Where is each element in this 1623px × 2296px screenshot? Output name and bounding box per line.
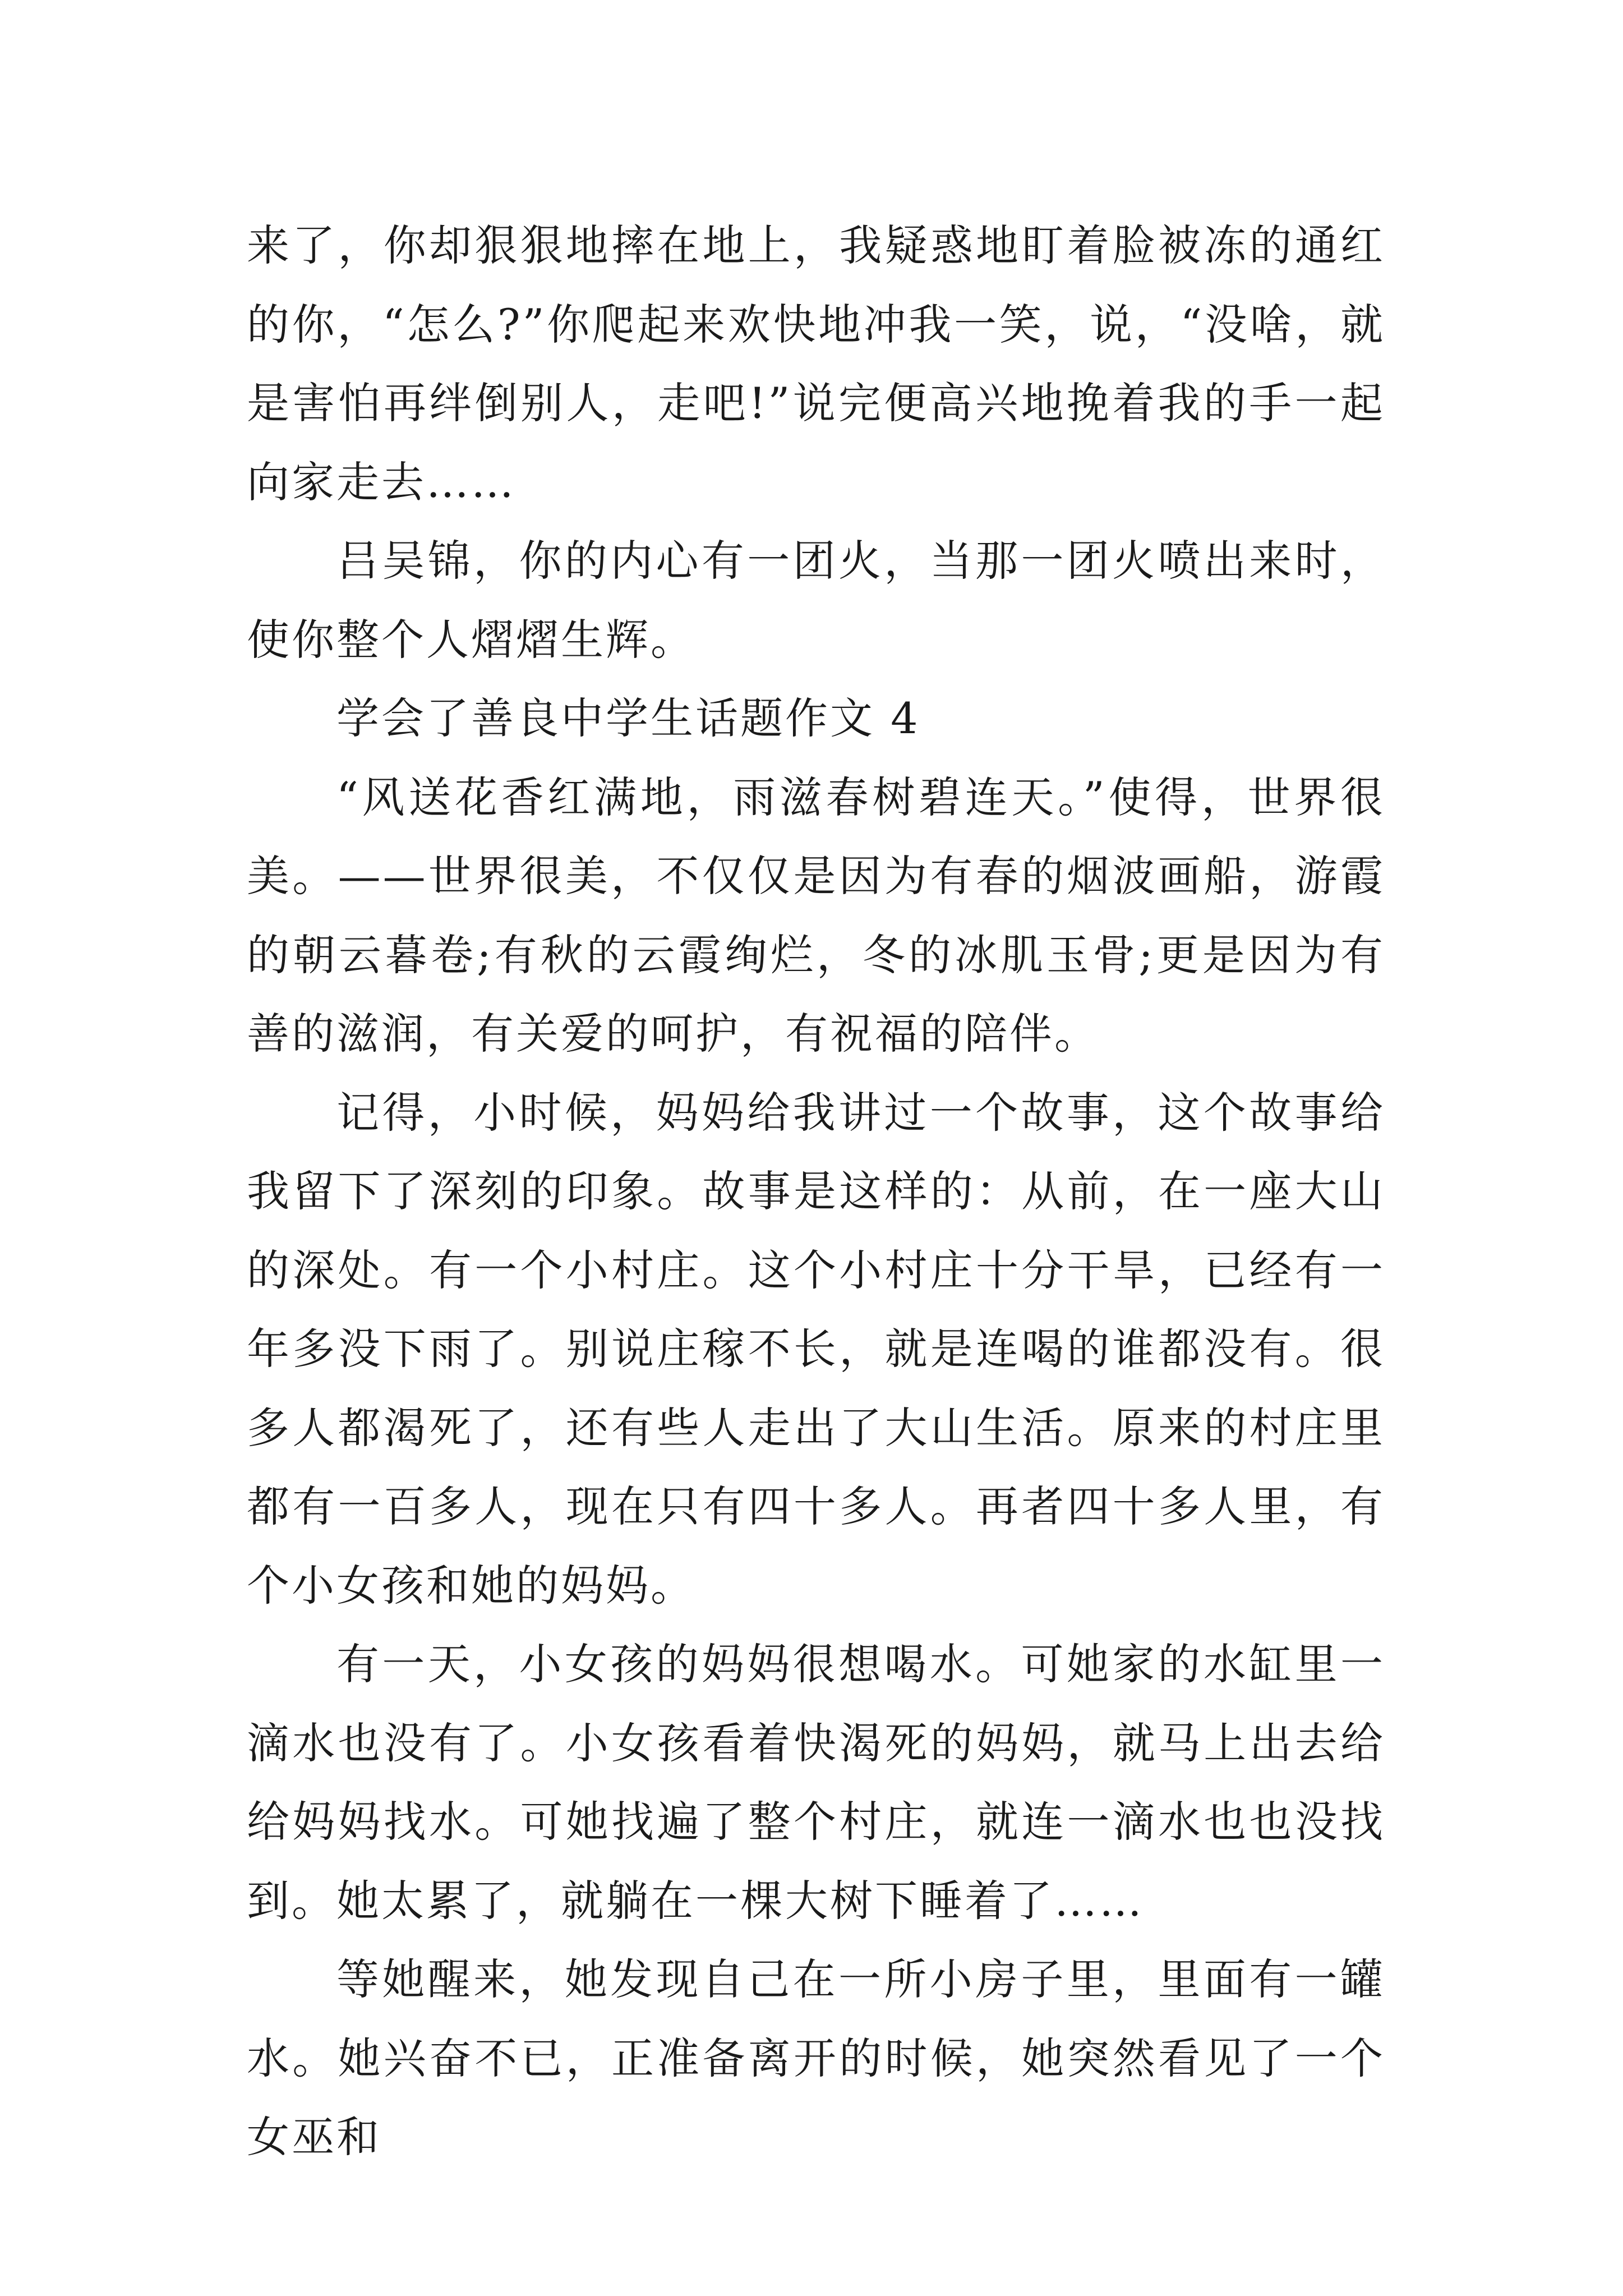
section-heading: 学会了善良中学生话题作文 4 bbox=[336, 693, 920, 743]
paragraph-1: 来了，你却狠狠地摔在地上，我疑惑地盯着脸被冻的通红的你，“怎么?”你爬起来欢快地冲我一笑，说，“没啥，就是害怕再绊倒别人，走吧!”说完便高兴地挽着我的手一起向家走去…… bbox=[247, 220, 1385, 507]
paragraph-6: 等她醒来，她发现自己在一所小房子里，里面有一罐水。她兴奋不已，正准备离开的时候，她突然看见了一个女巫和 bbox=[247, 1954, 1385, 2162]
paragraph-5: 有一天，小女孩的妈妈很想喝水。可她家的水缸里一滴水也没有了。小女孩看着快渴死的妈妈，就马上出去给给妈妈找水。可她找遍了整个村庄，就连一滴水也也没找到。她太累了，就躺在一棵大树下睡着了…… bbox=[247, 1639, 1385, 1926]
paragraph-4: 记得，小时候，妈妈给我讲过一个故事，这个故事给我留下了深刻的印象。故事是这样的：从前，在一座大山的深处。有一个小村庄。这个小村庄十分干旱，已经有一年多没下雨了。别说庄稼不长，就是连喝的谁都没有。很多人都渴死了，还有些人走出了大山生活。原来的村庄里都有一百多人，现在只有四十多人。再者四十多人里，有个小女孩和她的妈妈。 bbox=[247, 1087, 1385, 1611]
document-body bbox=[247, 206, 1385, 2177]
paragraph-3: “风送花香红满地，雨滋春树碧连天。”使得，世界很美。——世界很美，不仅仅是因为有春的烟波画船，游霞的朝云暮卷;有秋的云霞绚烂，冬的冰肌玉骨;更是因为有善的滋润，有关爱的呵护，有祝福的陪伴。 bbox=[247, 772, 1385, 1059]
paragraph-2: 吕吴锦，你的内心有一团火，当那一团火喷出来时，使你整个人熠熠生辉。 bbox=[247, 536, 1385, 665]
